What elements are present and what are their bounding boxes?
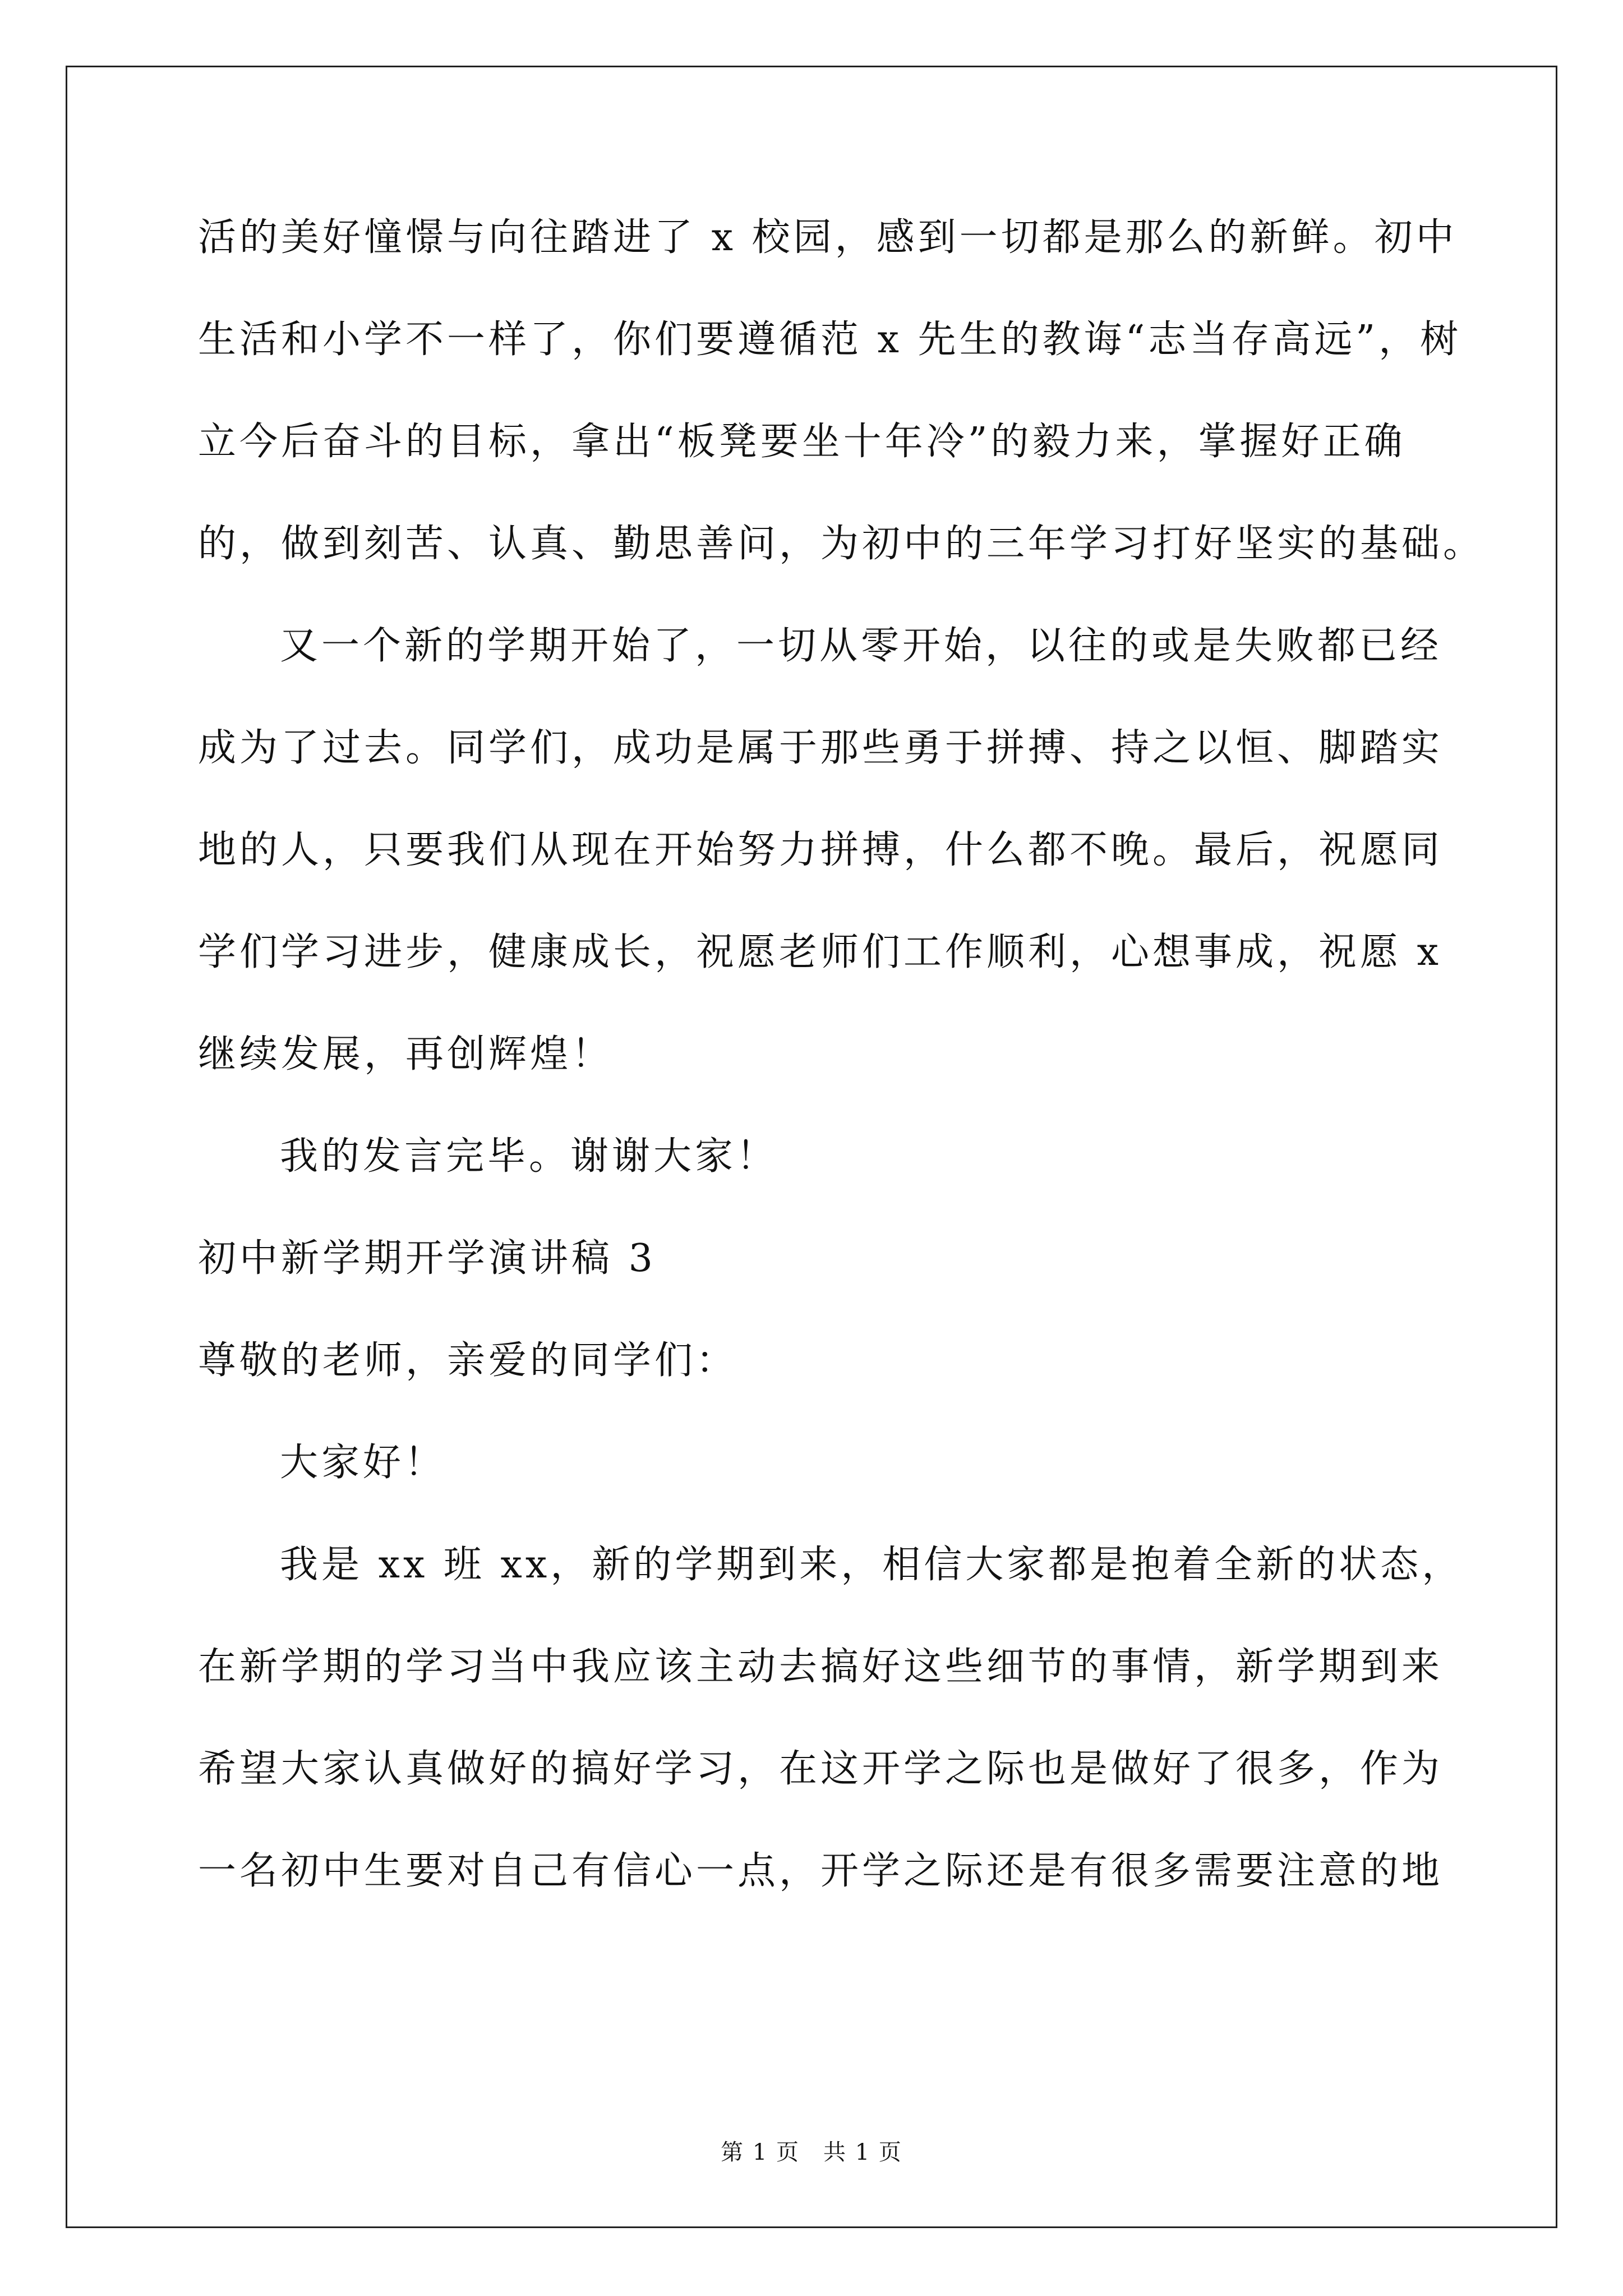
paragraph-line: 的，做到刻苦、认真、勤思善问，为初中的三年学习打好坚实的基础。 (198, 522, 1485, 566)
greeting: 大家好！ (280, 1441, 446, 1485)
closing-line: 我的发言完毕。谢谢大家！ (280, 1134, 778, 1179)
paragraph-line: 活的美好憧憬与向往踏进了 x 校园，感到一切都是那么的新鲜。初中 (198, 215, 1458, 260)
paragraph-line: 我是 xx 班 xx，新的学期到来，相信大家都是抱着全新的状态， (280, 1543, 1464, 1587)
paragraph-line: 一名初中生要对自己有信心一点，开学之际还是有很多需要注意的地 (198, 1849, 1444, 1893)
salutation: 尊敬的老师，亲爱的同学们： (198, 1338, 738, 1383)
section-title: 初中新学期开学演讲稿 3 (198, 1236, 656, 1281)
page-footer: 第 1 页 共 1 页 (721, 2139, 902, 2165)
paragraph-line: 在新学期的学习当中我应该主动去搞好这些细节的事情，新学期到来 (198, 1645, 1444, 1689)
paragraph-line: 立今后奋斗的目标，拿出“板凳要坐十年冷”的毅力来，掌握好正确 (198, 420, 1406, 464)
paragraph-line: 又一个新的学期开始了，一切从零开始，以往的或是失败都已经 (280, 624, 1442, 668)
paragraph-line: 成为了过去。同学们，成功是属于那些勇于拼搏、持之以恒、脚踏实 (198, 726, 1444, 770)
paragraph-line: 继续发展，再创辉煌！ (198, 1032, 614, 1076)
paragraph-line: 学们学习进步，健康成长，祝愿老师们工作顺利，心想事成，祝愿 x (198, 930, 1442, 974)
paragraph-line: 希望大家认真做好的搞好学习，在这开学之际也是做好了很多，作为 (198, 1747, 1444, 1791)
paragraph-line: 生活和小学不一样了，你们要遵循范 x 先生的教诲“志当存高远”，树 (198, 318, 1462, 362)
paragraph-line: 地的人，只要我们从现在开始努力拼搏，什么都不晚。最后，祝愿同 (198, 828, 1444, 872)
